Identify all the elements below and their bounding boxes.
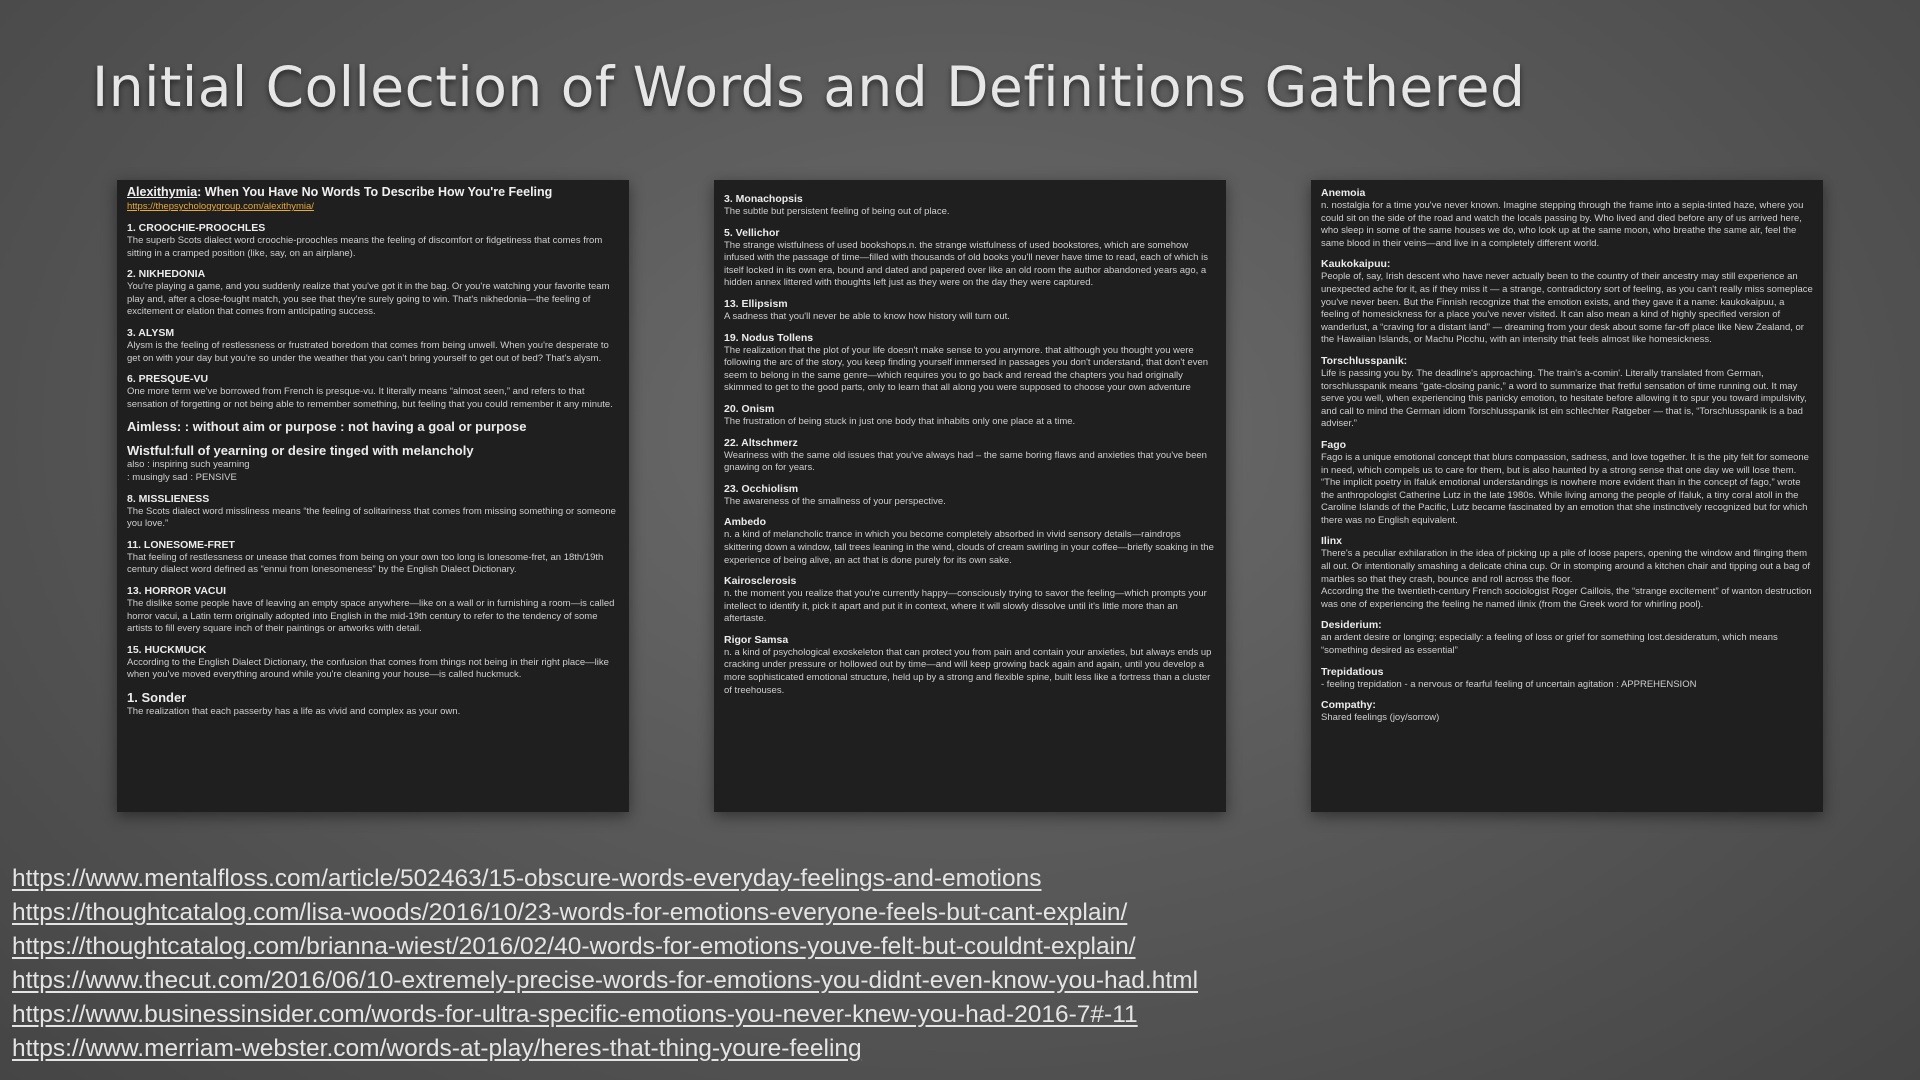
word-entry	[127, 267, 620, 319]
entry-heading: 19. Nodus Tollens	[724, 331, 814, 344]
entry-heading: Ambedo	[724, 516, 766, 529]
word-entry	[127, 372, 620, 411]
entry-definition: The awareness of the smallness of your perspective.	[724, 495, 946, 507]
entry-definition: n. a kind of psychological exoskeleton that can protect you from pain and contain your anxieties, but always ends up cracking under pressure or hollowed out by time—and will keep growing back again and again, until you develop a more sophisticated emotional structure, held up by a strong and flexible spine, built less like a fortress than a cluster of treehouses.	[724, 646, 1212, 696]
word-entry	[127, 492, 620, 531]
entry-definition: You're playing a game, and you suddenly realize that you've got it in the bag. Or you're watching your favorite team play and, after a close-fought match, you see that they're surely going to win. That's nikhedonia—the feeling of excitement or elation that comes from anticipating success.	[127, 281, 610, 318]
entry-heading: 1. CROOCHIE-PROOCHLES	[127, 222, 266, 234]
entry-heading: 13. Ellipsism	[724, 297, 788, 310]
entry-heading: Anemoia	[1321, 187, 1366, 199]
entry-heading: Ilinx	[1321, 535, 1343, 548]
entry-heading: 2. NIKHEDONIA	[127, 268, 206, 281]
entry-heading: 3. ALYSM	[127, 326, 175, 339]
entry-heading: 6. PRESQUE-VU	[127, 373, 209, 386]
entry-heading: Compathy:	[1321, 699, 1376, 712]
word-entry	[1321, 186, 1814, 250]
word-entry	[127, 538, 620, 577]
entry-definition: The strange wistfulness of used bookshops.n. the strange wistfulness of used bookstores, which are somehow infused with the passage of time—filled with thousands of old books you'll never have time to read, each of which is itself locked in its own era, bound and dated and papered over like an old room the author abandoned years ago, a hidden annex littered with thoughts left just as they were on the day they were captured.	[724, 239, 1208, 289]
entry-definition: The realization that the plot of your life doesn't make sense to you anymore. that although you thought you were following the arc of the story, you keep finding yourself immersed in passages you don't understand, that don't even seem to belong in the same genre—which requires you to go back and reread the chapters you had originally skimmed to get to the good parts, only to learn that all along you were supposed to choose your own adventure	[724, 344, 1209, 394]
entry-heading: 5. Vellichor	[724, 226, 780, 239]
entry-definition: One more term we've borrowed from French is presque-vu. It literally means “almost seen,” and refers to that sensation of forgetting or not being able to remember something, but feeling that you could remember it any minute.	[127, 386, 613, 410]
source-link[interactable]: https://www.mentalfloss.com/article/502463/15-obscure-words-everyday-feelings-and-emotions	[12, 865, 1042, 892]
entry-heading: 22. Altschmerz	[724, 436, 798, 449]
entry-heading: Trepidatious	[1321, 665, 1384, 678]
slide-title: Initial Collection of Words and Definitions Gathered	[92, 55, 1526, 119]
entry-list	[1321, 186, 1814, 725]
entry-definition: A sadness that you'll never be able to know how history will turn out.	[724, 310, 1010, 322]
entry-definition: an ardent desire or longing; especially: a feeling of loss or grief for something lost.desideratum, which means “something desired as essential”	[1321, 632, 1778, 657]
entry-definition: n. nostalgia for a time you've never known. Imagine stepping through the frame into a sepia-tinted haze, where you could sit on the side of the road and watch the locals passing by. Who lived and died before any of us arrived here, who sleep in some of the same houses we do, who look up at the same moon, who breathe the same air, feel the same blood in their veins—and live in a completely different world.	[1321, 200, 1804, 249]
word-panel-left	[117, 180, 629, 812]
word-entry	[724, 402, 1217, 429]
entry-heading: 20. Onism	[724, 402, 775, 415]
entry-heading: Kaukokaipuu:	[1321, 258, 1391, 271]
entry-definition: People of, say, Irish descent who have never actually been to the country of their ancestry may still experience an unexpected ache for it, as if they miss it — a strange, contradictory sort of feeling, as you can't really miss someplace you've never been. But the Finnish recognize that the emotion exists, and they gave it a name: kaukokaipuu, a feeling of homesickness for a place you've never visited. It can also mean a kind of highly specified version of wanderlust, a “craving for a distant land” — dreaming from your desk about some far-off place like New Zealand, or the Hawaiian Islands, or Machu Picchu, with an intensity that feels almost like homesickness.	[1321, 271, 1813, 346]
word-panel-right	[1311, 180, 1823, 812]
entry-definition: n. a kind of melancholic trance in which you become completely absorbed in vivid sensory details—raindrops skittering down a window, tall trees leaning in the wind, clouds of cream swirling in your coffee—briefly soaking in the experience of being alive, an act that is done purely for its own sake.	[724, 529, 1214, 566]
source-link[interactable]: https://www.merriam-webster.com/words-at-play/heres-that-thing-youre-feeling	[12, 1035, 862, 1062]
word-entry	[127, 689, 620, 719]
header-subtitle: : When You Have No Words To Describe How You're Feeling	[197, 185, 553, 199]
entry-definition: The subtle but persistent feeling of being out of place.	[724, 206, 950, 217]
word-entry	[127, 584, 620, 636]
word-entry	[1321, 618, 1814, 657]
entry-definition: Weariness with the same old issues that you've always had – the same boring flaws and anxieties that you've been gnawing on for years.	[724, 449, 1207, 474]
word-entry	[1321, 354, 1814, 431]
entry-heading: 13. HORROR VACUI	[127, 584, 226, 597]
word-entry	[127, 418, 620, 435]
word-entry	[1321, 257, 1814, 347]
word-entry	[127, 643, 620, 682]
entry-definition: The Scots dialect word missliness means “the feeling of solitariness that comes from missing something or someone you love.”	[127, 505, 616, 530]
entry-definition: - feeling trepidation - a nervous or fearful feeling of uncertain agitation : APPREHENSION	[1321, 678, 1697, 690]
entry-heading: 15. HUCKMUCK	[127, 643, 207, 656]
entry-heading: Torschlusspanik:	[1321, 354, 1408, 367]
word-panel-middle	[714, 180, 1226, 812]
entry-heading: Wistful:full of yearning or desire tinged with melancholy	[127, 443, 474, 459]
entry-definition: There's a peculiar exhilaration in the idea of picking up a pile of loose papers, opening the window and flinging them all out. Or intentionally smashing a delicate china cup. Or in stomping around a kitchen chair and tipping out a bag of marbles so that they crash, bounce and roll across the floor. According the the twentieth-century French sociologist Roger Caillois, the “strange excitement” of wanton destruction was one of experiencing the feeling he named ilinix (from the Greek word for whirling pool).	[1321, 548, 1812, 610]
entry-definition: The superb Scots dialect word croochie-proochles means the feeling of discomfort or fidgetiness that comes from sitting in a cramped position (like, say, on an airplane).	[127, 235, 603, 259]
source-link[interactable]: https://www.businessinsider.com/words-for-ultra-specific-emotions-you-never-knew-you-had-2016-7#-11	[12, 1001, 1138, 1028]
source-link[interactable]: https://www.thecut.com/2016/06/10-extremely-precise-words-for-emotions-you-didnt-even-know-you-had.html	[12, 967, 1199, 994]
word-entry	[724, 633, 1217, 697]
entry-heading: Aimless: : without aim or purpose : not having a goal or purpose	[127, 419, 527, 435]
word-entry	[724, 226, 1217, 290]
entry-definition: n. the moment you realize that you're currently happy—consciously trying to savor the feeling—which prompts your intellect to identify it, pick it apart and put it in context, where it will slowly dissolve until it's little more than an aftertaste.	[724, 588, 1207, 625]
word-entry	[1321, 665, 1814, 692]
header-link[interactable]: https://thepsychologygroup.com/alexithymia/	[127, 201, 314, 212]
entry-heading: Rigor Samsa	[724, 633, 789, 646]
word-entry	[127, 221, 620, 260]
word-entry	[127, 326, 620, 365]
word-entry	[724, 515, 1217, 567]
entry-heading: 23. Occhiolism	[724, 482, 799, 495]
entry-list	[724, 192, 1217, 697]
header-word: Alexithymia	[127, 185, 198, 199]
entry-heading: Fago	[1321, 438, 1347, 451]
entry-heading: 3. Monachopsis	[724, 193, 803, 205]
entry-definition: The dislike some people have of leaving an empty space anywhere—like on a wall or in furnishing a room—is called horror vacui, a Latin term originally adopted into English in the mid-19th century to refer to the tendency of some artists to fill every square inch of their paintings or artworks with detail.	[127, 597, 615, 635]
entry-definition: Life is passing you by. The deadline's approaching. The train's a-comin'. Literally translated from German, torschlusspanik means “gate-closing panic,” a word to summarize that fretful sensation of time running out. It may serve you well, when experiencing this panicky emotion, to hesitate before allowing it to spur you toward impulsivity, and call to mind the German idiom Torschlusspanik ist ein schlechter Ratgeber — that is, “Torschlusspanik is a bad adviser.”	[1321, 367, 1807, 430]
entry-definition: also : inspiring such yearning : musingly sad : PENSIVE	[127, 459, 250, 483]
word-entry	[724, 331, 1217, 395]
source-link[interactable]: https://thoughtcatalog.com/brianna-wiest/2016/02/40-words-for-emotions-youve-felt-but-couldnt-explain/	[12, 933, 1136, 960]
word-entry	[724, 192, 1217, 219]
entry-heading: 1. Sonder	[127, 689, 187, 705]
word-entry	[1321, 438, 1814, 528]
entry-heading: Kairosclerosis	[724, 575, 797, 588]
entry-definition: Shared feelings (joy/sorrow)	[1321, 712, 1440, 724]
entry-definition: Fago is a unique emotional concept that blurs compassion, sadness, and love together. It is the pity felt for someone in need, which compels us to care for them, but is also haunted by a strong sense that one day we will lose them. “The implicit poetry in Ifaluk emotional understandings is nowhere more evident than in the concept of fago,” wrote the anthropologist Catherine Lutz in the late 1980s. While living among the people of Ifaluk, a tiny coral atoll in the Caroline Islands of the Pacific, Lutz became fascinated by an emotion that she instinctively recognized but for which there was no English equivalent.	[1321, 451, 1809, 526]
word-entry	[127, 442, 620, 484]
entry-list	[127, 221, 620, 718]
entry-definition: The realization that each passerby has a life as vivid and complex as your own.	[127, 705, 461, 717]
source-links	[12, 862, 1412, 1066]
entry-definition: Alysm is the feeling of restlessness or frustrated boredom that comes from being unwell. When you're desperate to get on with your day but you're so under the weather that you can't bring yourself to get out of bed? That's alysm.	[127, 339, 609, 364]
word-entry	[724, 297, 1217, 324]
entry-heading: Desiderium:	[1321, 619, 1382, 632]
entry-definition: According to the English Dialect Dictionary, the confusion that comes from things not being in their right place—like when you've moved everything around while you're cleaning your house—is called huckmuck.	[127, 656, 609, 681]
entry-heading: 11. LONESOME-FRET	[127, 538, 235, 551]
word-entry	[1321, 534, 1814, 611]
word-entry	[724, 482, 1217, 509]
word-entry	[724, 574, 1217, 626]
entry-heading: 8. MISSLIENESS	[127, 492, 210, 505]
entry-definition: That feeling of restlessness or unease that comes from being on your own too long is lonesome-fret, an 18th/19th century dialect word defined as “ennui from lonesomeness” by the English Dialect Dictionary.	[127, 551, 604, 576]
word-entry	[724, 436, 1217, 475]
entry-definition: The frustration of being stuck in just one body that inhabits only one place at a time.	[724, 415, 1076, 427]
word-entry	[1321, 698, 1814, 725]
panel-header	[127, 184, 620, 200]
source-link[interactable]: https://thoughtcatalog.com/lisa-woods/2016/10/23-words-for-emotions-everyone-feels-but-cant-explain/	[12, 899, 1128, 926]
